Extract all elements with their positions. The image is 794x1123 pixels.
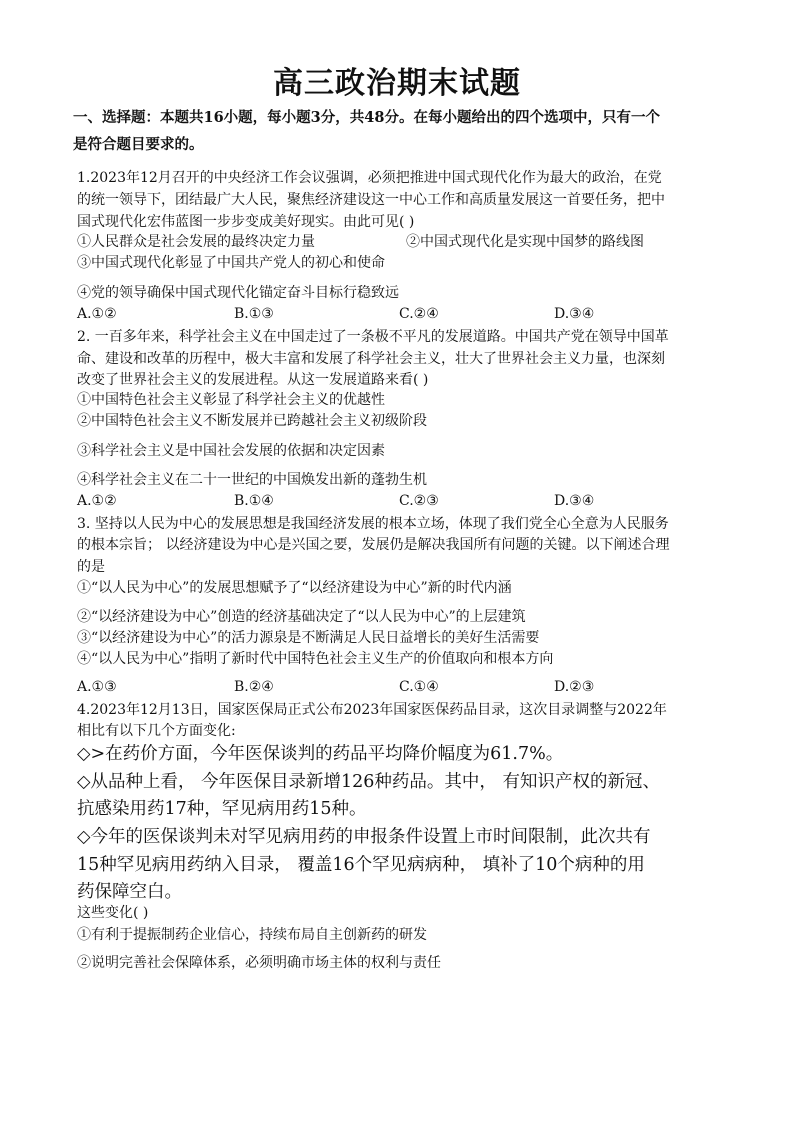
material-line: 抗感染用药17种，罕见病用药15种。 (77, 799, 367, 819)
question-prompt: 这些变化( ) (77, 905, 149, 921)
question-stem-line: 的是 (77, 559, 105, 575)
question-stem-line: 1.2023年12月召开的中央经济工作会议强调，必须把推进中国式现代化作为最大的政治，在党 (77, 170, 662, 186)
option-b: B.②④ (234, 679, 274, 695)
material-line: ◇今年的医保谈判未对罕见病用药的申报条件设置上市时间限制，此次共有 (77, 827, 651, 847)
option-a: A.①③ (77, 679, 117, 695)
option-b: B.①④ (234, 493, 274, 509)
question-stem-line: 命、建设和改革的历程中，极大丰富和发展了科学社会主义，壮大了世界社会主义力量，也深刻 (77, 351, 665, 367)
statement: ③中国式现代化彰显了中国共产党人的初心和使命 (77, 255, 385, 271)
option-c: C.①④ (399, 679, 439, 695)
statement: ①中国特色社会主义彰显了科学社会主义的优越性 (77, 392, 385, 408)
statement: ④“以人民为中心”指明了新时代中国特色社会主义生产的价值取向和根本方向 (77, 651, 554, 667)
statement: ①“以人民为中心”的发展思想赋予了“以经济建设为中心”新的时代内涵 (77, 580, 512, 596)
statement: ④党的领导确保中国式现代化锚定奋斗目标行稳致远 (77, 285, 399, 301)
material-line: 药保障空白。 (77, 882, 182, 902)
material-line: 15种罕见病用药纳入目录， 覆盖16个罕见病病种， 填补了10个病种的用 (77, 855, 645, 875)
option-d: D.③④ (554, 306, 595, 322)
option-d: D.③④ (554, 493, 595, 509)
page-title: 高三政治期末试题 (273, 66, 521, 101)
option-d: D.②③ (554, 679, 595, 695)
statement: ③科学社会主义是中国社会发展的依据和决定因素 (77, 443, 385, 459)
statement: ③“以经济建设为中心”的活力源泉是不断满足人民日益增长的美好生活需要 (77, 630, 540, 646)
statement: ②“以经济建设为中心”创造的经济基础决定了“以人民为中心”的上层建筑 (77, 609, 526, 625)
question-stem-line: 国式现代化宏伟蓝图一步步变成美好现实。由此可见( ) (77, 214, 415, 230)
statement: ②中国特色社会主义不断发展并已跨越社会主义初级阶段 (77, 413, 427, 429)
question-stem-line: 的统一领导下，团结最广大人民，聚焦经济建设这一中心工作和高质量发展这一首要任务，把中 (77, 192, 665, 208)
option-b: B.①③ (234, 306, 274, 322)
statement: ②说明完善社会保障体系，必须明确市场主体的权利与责任 (77, 955, 441, 971)
material-line: ◇>在药价方面，今年医保谈判的药品平均降价幅度为61.7%。 (77, 744, 564, 764)
question-stem-line: 的根本宗旨； 以经济建设为中心是兴国之要，发展仍是解决我国所有问题的关键。以下阐述合理 (77, 537, 670, 553)
statement: ①有利于提振制药企业信心，持续布局自主创新药的研发 (77, 927, 427, 943)
section-heading-line: 是符合题目要求的。 (73, 136, 204, 153)
option-c: C.②③ (399, 493, 439, 509)
question-stem-line: 2. 一百多年来，科学社会主义在中国走过了一条极不平凡的发展道路。中国共产党在领导中国革 (77, 329, 669, 345)
statement: ①人民群众是社会发展的最终决定力量 (77, 234, 315, 250)
section-heading-line: 一、选择题：本题共16小题，每小题3分，共48分。在每小题给出的四个选项中，只有一个 (73, 109, 660, 126)
material-line: ◇从品种上看， 今年医保目录新增126种药品。其中， 有知识产权的新冠、 (77, 772, 660, 792)
question-stem-line: 3. 坚持以人民为中心的发展思想是我国经济发展的根本立场，体现了我们党全心全意为人民服务 (77, 516, 669, 532)
option-a: A.①② (77, 493, 117, 509)
section-heading (73, 104, 733, 158)
statement: ④科学社会主义在二十一世纪的中国焕发出新的蓬勃生机 (77, 472, 427, 488)
option-c: C.②④ (399, 306, 439, 322)
question-stem-line: 改变了世界社会主义的发展进程。从这一发展道路来看( ) (77, 372, 429, 388)
option-a: A.①② (77, 306, 117, 322)
question-stem-line: 相比有以下几个方面变化: (77, 723, 236, 739)
question-stem-line: 4.2023年12月13日，国家医保局正式公布2023年国家医保药品目录，这次目录调整与2022年 (77, 702, 667, 718)
statement: ②中国式现代化是实现中国梦的路线图 (406, 234, 644, 250)
